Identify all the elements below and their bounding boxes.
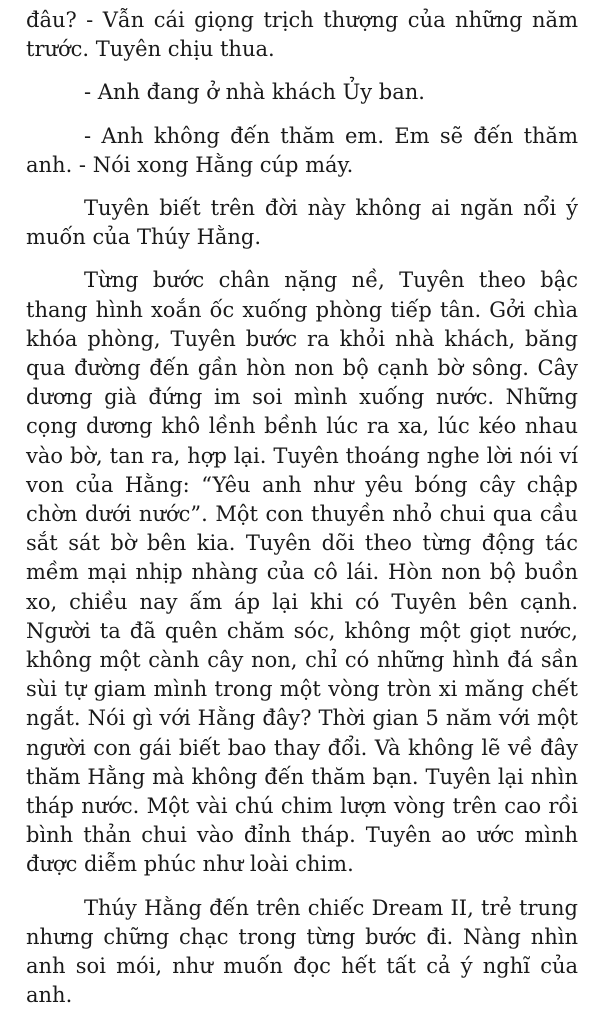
paragraph-tuyen-biet: Tuyên biết trên đời này không ai ngăn nổi ý muốn của Thúy Hằng. [26, 196, 578, 250]
paragraph-narrative: Từng bước chân nặng nề, Tuyên theo bậc thang hình xoắn ốc xuống phòng tiếp tân. Gởi chìa khóa phòng, Tuyên bước ra khỏi nhà khách, băng qua đường đến gần hòn non bộ cạnh bờ sông. Cây dương già đứng im soi mình xuống nước. Những cọng dương khô lềnh bềnh lúc ra xa, lúc kéo nhau vào bờ, tan ra, hợp lại. Tuyên thoáng nghe lời nói ví von của Hằng: “Yêu anh như yêu bóng cây chập chờn dưới nước”. Một con thuyền nhỏ chui qua cầu sắt sát bờ bên kia. Tuyên dõi theo từng động tác mềm mại nhịp nhàng của cô lái. Hòn non bộ buồn xo, chiều nay ấm áp lại khi có Tuyên bên cạnh. Người ta đã quên chăm sóc, không một giọt nước, không một cành cây non, chỉ có những hình đá sần sùi tự giam mình trong một vòng tròn xi măng chết ngắt. Nói gì với Hằng đây? Thời gian 5 năm với một người con gái biết bao thay đổi. Và không lẽ về đây thăm Hằng mà không đến thăm bạn. Tuyên lại nhìn tháp nước. Một vài chú chim lượn vòng trên cao rồi bình thản chui vào đỉnh tháp. Tuyên ao ước mình được diễm phúc như loài chim. [26, 268, 578, 877]
paragraph-continued: đâu? - Vẫn cái giọng trịch thượng của những năm trước. Tuyên chịu thua. [26, 8, 578, 62]
paragraph-dialogue-anh: - Anh đang ở nhà khách Ủy ban. [84, 80, 425, 105]
book-page [26, 6, 578, 1025]
paragraph-thuy-hang-arrives: Thúy Hằng đến trên chiếc Dream II, trẻ trung nhưng chững chạc trong từng bước đi. Nàng nhìn anh soi mói, như muốn đọc hết tất cả ý nghĩ của anh. [26, 895, 578, 1008]
paragraph-dialogue-em: - Anh không đến thăm em. Em sẽ đến thăm anh. - Nói xong Hằng cúp máy. [26, 123, 578, 177]
